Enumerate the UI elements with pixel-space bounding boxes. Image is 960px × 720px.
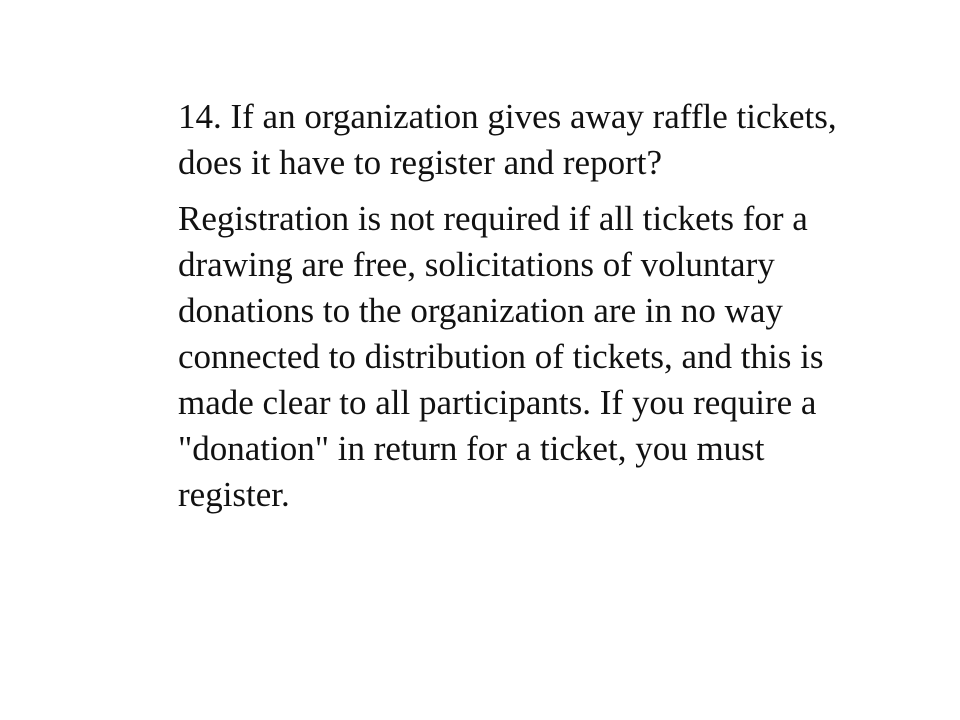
question-text: 14. If an organization gives away raffle tickets, does it have to register and report? [178,97,837,182]
answer-text: Registration is not required if all tickets for a drawing are free, solicitations of voluntary donations to the organization are in no way connected to distribution of tickets, and this is made clear to all participants. If you require a "donation" in return for a ticket, you must register. [178,199,824,514]
slide-content [178,94,838,518]
